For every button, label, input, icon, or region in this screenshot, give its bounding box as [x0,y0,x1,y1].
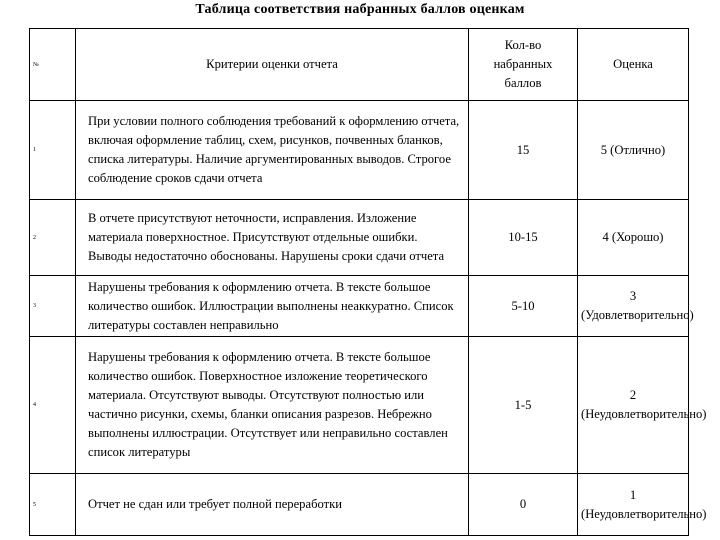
document-title: Таблица соответствия набранных баллов оценкам [195,2,525,17]
row-grade: 4 (Хорошо) [578,200,689,276]
grading-table [29,28,707,536]
row-points: 1-5 [469,337,578,474]
row-num: 3 [30,276,76,337]
row-points: 0 [469,474,578,536]
row-criteria: В отчете присутствуют неточности, исправления. Изложение материала поверхностное. Присутствуют отдельные ошибки. Выводы недостаточно обоснованы. Нарушены сроки сдачи отчета [76,200,469,276]
row-criteria: Нарушены требования к оформлению отчета. В тексте большое количество ошибок. Иллюстрации выполнены неаккуратно. Список литературы составлен неправильно [76,276,469,337]
row-points: 5-10 [469,276,578,337]
table-row [30,337,689,474]
header-points: Кол-во набранных баллов [469,29,578,101]
row-grade: 3 (Удовлетворительно) [578,276,689,337]
table-header-row [30,29,689,101]
row-points: 10-15 [469,200,578,276]
row-criteria: Отчет не сдан или требует полной переработки [76,474,469,536]
row-num: 5 [30,474,76,536]
table-row [30,200,689,276]
row-num: 2 [30,200,76,276]
row-criteria: Нарушены требования к оформлению отчета. В тексте большое количество ошибок. Поверхностное изложение теоретического материала. Отсутствуют выводы. Отсутствуют полностью или частично рисунки, схемы, бланки описания разрезов. Небрежно выполнены иллюстрации. Отсутствует или неправильно составлен список литературы [76,337,469,474]
header-num: № [30,29,76,101]
row-num: 1 [30,101,76,200]
header-criteria: Критерии оценки отчета [76,29,469,101]
row-grade: 1 (Неудовлетворительно) [578,474,689,536]
row-points: 15 [469,101,578,200]
table-row [30,474,689,536]
row-criteria: При условии полного соблюдения требований к оформлению отчета, включая оформление таблиц, схем, рисунков, почвенных бланков, списка литературы. Наличие аргументированных выводов. Строгое соблюдение сроков сдачи отчета [76,101,469,200]
row-grade: 5 (Отлично) [578,101,689,200]
header-grade: Оценка [578,29,689,101]
table-row [30,276,689,337]
row-grade: 2 (Неудовлетворительно) [578,337,689,474]
row-num: 4 [30,337,76,474]
table-row [30,101,689,200]
